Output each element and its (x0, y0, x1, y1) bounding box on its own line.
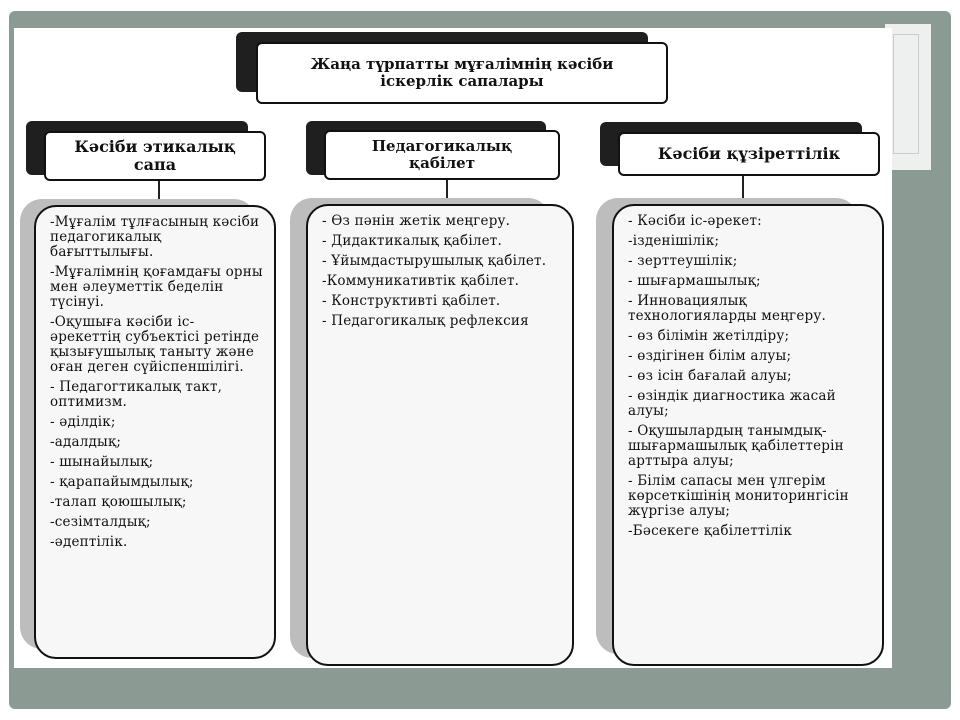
list-item: -ізденішілік; (628, 233, 720, 249)
list-item: -Мұғалімнің қоғамдағы орны мен әлеуметтік беделін түсінуі. (50, 264, 263, 310)
category-list-1 (34, 205, 276, 659)
list-item: - зерттеушілік; (628, 253, 738, 269)
list-item: -сезімталдық; (50, 514, 151, 530)
list-item: - Дидактикалық қабілет. (322, 233, 502, 249)
list-item: - Білім сапасы мен үлгерім көрсеткішінің мониторингісін жүргізе алуы; (628, 473, 849, 519)
list-item: - қарапайымдылық; (50, 474, 194, 490)
slide-canvas (14, 28, 892, 668)
category-list-2 (306, 204, 574, 666)
list-item: - өз білімін жетілдіру; (628, 328, 790, 344)
category-header-2-text: Педагогикалық қабілет (371, 136, 513, 172)
list-item: - Педагогикалық рефлексия (322, 313, 529, 329)
list-item: -талап қоюшылық; (50, 494, 187, 510)
list-item: - Кәсіби іс-әрекет: (628, 213, 762, 229)
list-item: - Педагогтикалық такт, оптимизм. (50, 379, 223, 410)
list-item: -Мұғалім тұлғасының кәсіби педагогикалық бағыттылығы. (50, 214, 260, 260)
list-item: - өз ісін бағалай алуы; (628, 368, 792, 384)
category-header-3-text: Кәсіби құзіреттілік (657, 143, 841, 163)
list-item: - шынайылық; (50, 454, 154, 470)
list-item: - Инновациялық технологияларды меңгеру. (628, 293, 826, 324)
list-item: - өздігінен білім алуы; (628, 348, 792, 364)
list-item: -Оқушыға кәсіби іс-әрекеттің субъектісі ретінде қызығушылық таныту және оған деген сүйіспеншілігі. (50, 314, 260, 375)
list-item: -адалдық; (50, 434, 122, 450)
list-item: - әділдік; (50, 414, 116, 430)
list-item: - Ұйымдастырушылық қабілет. (322, 253, 547, 269)
list-item: -әдептілік. (50, 534, 128, 550)
list-item: - шығармашылық; (628, 273, 761, 289)
list-item: -Коммуникативтік қабілет. (322, 273, 520, 289)
list-item: - Конструктивті қабілет. (322, 293, 501, 309)
list-item: - Оқушылардың танымдық-шығармашылық қабілеттерін арттыра алуы; (628, 423, 844, 469)
category-header-2 (324, 130, 560, 180)
list-item: - Өз пәнін жетік меңгеру. (322, 213, 511, 229)
diagram-title-text: Жаңа түрпатты мұғалімнің кәсіби іскерлік сапалары (310, 54, 614, 90)
category-list-3 (612, 204, 884, 666)
category-header-1 (44, 131, 266, 181)
diagram-title (256, 42, 668, 104)
list-item: -Бәсекеге қабілеттілік (628, 523, 793, 539)
category-header-1-text: Кәсіби этикалық сапа (74, 136, 236, 174)
list-item: - өзіндік диагностика жасай алуы; (628, 388, 836, 419)
category-header-3 (618, 132, 880, 176)
